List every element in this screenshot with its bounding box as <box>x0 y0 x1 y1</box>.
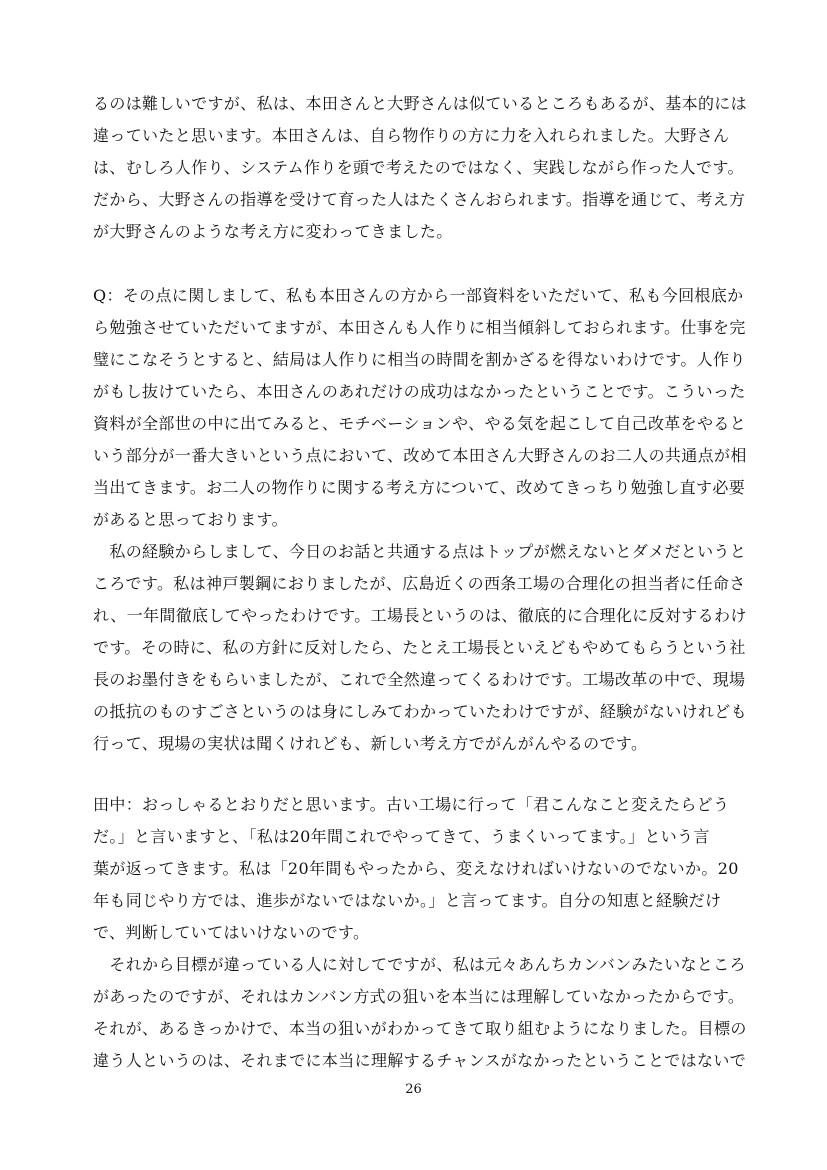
text-line: Q：その点に関しまして、私も本田さんの方から一部資料をいただいて、私も今回根底か <box>93 286 744 305</box>
text-line: いう部分が一番大きいという点において、改めて本田さん大野さんのお二人の共通点が相 <box>93 446 747 465</box>
text-line: ら勉強させていただいてますが、本田さんも人作りに相当傾斜しておられます。仕事を完 <box>93 318 746 337</box>
text-line: 違っていたと思います。本田さんは、自ら物作りの方に力を入れられました。大野さん <box>93 126 730 145</box>
text-line: それから目標が違っている人に対してですが、私は元々あんちカンバンみたいなところ <box>93 955 746 974</box>
text-line: るのは難しいですが、私は、本田さんと大野さんは似ているところもあるが、基本的には <box>93 94 748 113</box>
text-line: それが、あるきっかけで、本当の狙いがわかってきて取り組むようになりました。目標の <box>93 1019 747 1038</box>
text-line: 長のお墨付きをもらいましたが、これで全然違ってくるわけです。工場改革の中で、現場 <box>93 670 746 689</box>
text-line: 田中：おっしゃるとおりだと思います。古い工場に行って「君こんなこと変えたらどう <box>93 795 730 814</box>
text-line: 年も同じやり方では、進歩がないではないか。」と言ってます。自分の知恵と経験だけ <box>93 891 722 910</box>
text-line: 私の経験からしまして、今日のお話と共通する点はトップが燃えないとダメだというと <box>93 542 747 561</box>
text-line: があると思っております。 <box>93 510 288 529</box>
text-line: が大野さんのような考え方に変わってきました。 <box>93 222 453 241</box>
text-line: 資料が全部世の中に出てみると、モチベーションや、やる気を起こして自己改革をやると <box>93 414 747 433</box>
text-line: ころです。私は神戸製鋼におりましたが、広島近くの西条工場の合理化の担当者に任命さ <box>93 574 746 593</box>
text-line: の抵抗のものすごさというのは身にしみてわかっていたわけですが、経験がないけれども <box>93 702 748 721</box>
page-number: 26 <box>405 1082 422 1097</box>
text-line: 璧にこなそうとすると、結局は人作りに相当の時間を割かざるを得ないわけです。人作り <box>93 350 746 369</box>
text-line: は、むしろ人作り、システム作りを頭で考えたのではなく、実践しながら作った人です。 <box>93 158 744 177</box>
text-line: れ、一年間徹底してやったわけです。工場長というのは、徹底的に合理化に反対するわけ <box>93 606 747 625</box>
text-line: 行って、現場の実状は聞くけれども、新しい考え方でがんがんやるのです。 <box>93 734 648 753</box>
text-line: がもし抜けていたら、本田さんのあれだけの成功はなかったということです。こういった <box>93 382 746 401</box>
text-line: だ。」と言いますと、「私は20年間これでやってきて、うまくいってます。」という言 <box>93 827 710 846</box>
text-line: です。その時に、私の方針に反対したら、たとえ工場長といえどもやめてもらうという社 <box>93 638 746 657</box>
text-line: だから、大野さんの指導を受けて育った人はたくさんおられます。指導を通じて、考え方 <box>93 190 746 209</box>
text-line: があったのですが、それはカンバン方式の狙いを本当には理解していなかったからです。 <box>93 987 745 1006</box>
text-line: 当出てきます。お二人の物作りに関する考え方について、改めてきっちり勉強し直す必要 <box>93 478 746 497</box>
text-line: 違う人というのは、それまでに本当に理解するチャンスがなかったということではないで <box>93 1051 747 1070</box>
text-line: 葉が返ってきます。私は「20年間もやったから、変えなければいけないのでないか。20 <box>93 859 739 878</box>
text-line: で、判断していてはいけないのです。 <box>93 923 370 942</box>
